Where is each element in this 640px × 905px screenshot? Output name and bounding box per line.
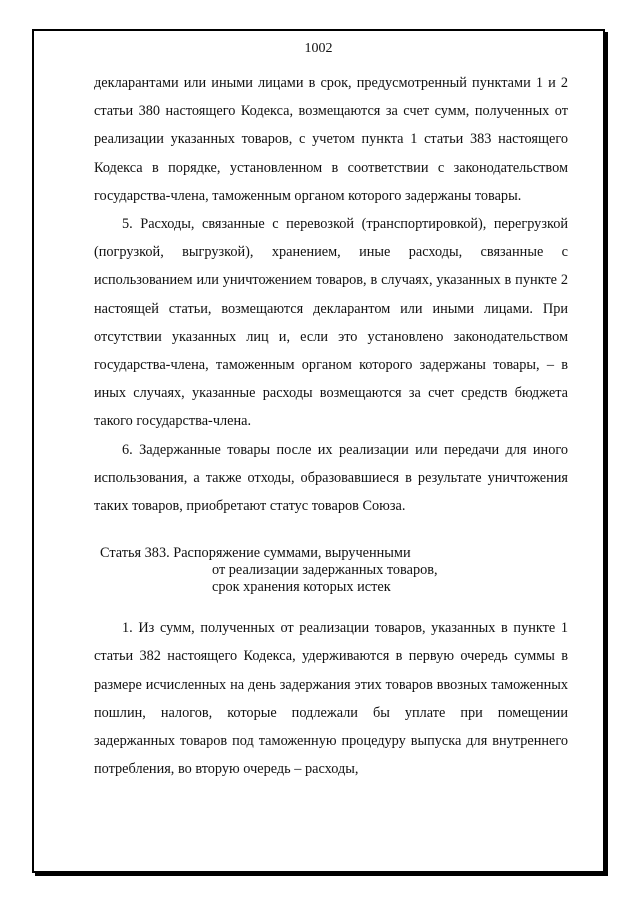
- page-number: 1002: [304, 41, 333, 56]
- document-body: [94, 69, 568, 783]
- article-title-line-1: Статья 383. Распоряжение суммами, вырученными: [100, 545, 411, 562]
- article-title-line-2: от реализации задержанных товаров,: [212, 562, 438, 579]
- paragraph-1: 1. Из сумм, полученных от реализации товаров, указанных в пункте 1 статьи 382 настоящего Кодекса, удерживаются в первую очередь суммы в размере исчисленных на день задержания этих товаров ввозных таможенных пошлин, налогов, которые подлежали бы уплате при помещении задержанных товаров под таможенную процедуру выпуска для внутреннего потребления, во вторую очередь – расходы,: [94, 620, 568, 778]
- article-title-line-3: срок хранения которых истек: [212, 579, 391, 596]
- article-heading: [100, 545, 568, 596]
- page-frame: [32, 29, 605, 873]
- paragraph-5: 5. Расходы, связанные с перевозкой (транспортировкой), перегрузкой (погрузкой, выгрузкой), хранением, иные расходы, связанные с использованием или уничтожением товаров, в случаях, указанных в пункте 2 настоящей статьи, возмещаются декларантом или иными лицами. При отсутствии указанных лиц и, если это установлено законодательством государства-члена, таможенным органом которого задержаны товары, – в иных случаях, указанные расходы возмещаются за счет средств бюджета такого государства-члена.: [94, 216, 568, 430]
- paragraph-6: 6. Задержанные товары после их реализации или передачи для иного использования, а также отходы, образовавшиеся в результате уничтожения таких товаров, приобретают статус товаров Союза.: [94, 441, 568, 515]
- paragraph-continuation: декларантами или иными лицами в срок, предусмотренный пунктами 1 и 2 статьи 380 настоящего Кодекса, возмещаются за счет сумм, полученных от реализации указанных товаров, с учетом пункта 1 статьи 383 настоящего Кодекса в порядке, установленном в соответствии с законодательством государства-члена, таможенным органом которого задержаны товары.: [94, 75, 568, 204]
